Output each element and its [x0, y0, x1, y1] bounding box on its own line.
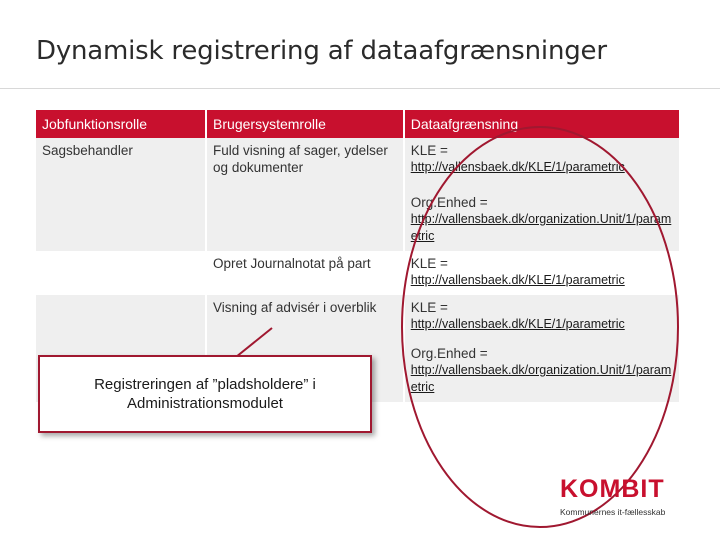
- table-row: [36, 251, 679, 295]
- cell-system-role: Fuld visning af sager, ydelser og dokumenter: [206, 138, 404, 251]
- cell-data-scope: [404, 138, 679, 251]
- table-header-row: [36, 110, 679, 138]
- scope-link[interactable]: http://vallensbaek.dk/organization.Unit/1/parametric: [410, 363, 672, 394]
- cell-job-role: [36, 251, 206, 295]
- title-divider: [0, 88, 720, 89]
- slide-title: Dynamisk registrering af dataafgrænsninger: [36, 36, 607, 66]
- logo-tagline: Kommunernes it-fællesskab: [560, 507, 666, 517]
- scope-label: KLE =: [410, 256, 448, 271]
- scope-link[interactable]: http://vallensbaek.dk/organization.Unit/1/parametric: [410, 212, 672, 243]
- kombit-logo: [560, 476, 690, 518]
- table-row: [36, 138, 679, 251]
- scope-link[interactable]: http://vallensbaek.dk/KLE/1/parametric: [410, 317, 625, 331]
- header-system-role: Brugersystemrolle: [206, 110, 404, 138]
- logo-wordmark: KOMBIT: [560, 475, 665, 503]
- cell-system-role: Opret Journalnotat på part: [206, 251, 404, 295]
- scope-label: KLE =: [410, 300, 448, 315]
- cell-job-role: Sagsbehandler: [36, 138, 206, 251]
- scope-link[interactable]: http://vallensbaek.dk/KLE/1/parametric: [410, 273, 625, 287]
- scope-label: Org.Enhed =: [410, 195, 488, 210]
- cell-data-scope: [404, 251, 679, 295]
- header-data-scope: Dataafgrænsning: [404, 110, 679, 138]
- scope-link[interactable]: http://vallensbaek.dk/KLE/1/parametric: [410, 160, 625, 174]
- scope-label: Org.Enhed =: [410, 346, 488, 361]
- scope-label: KLE =: [410, 143, 448, 158]
- callout-box: Registreringen af ”pladsholdere” i Administrationsmodulet: [38, 355, 372, 433]
- cell-data-scope: [404, 295, 679, 402]
- cell-system-role: Visning af advisér i overblik: [206, 295, 404, 402]
- header-job-role: Jobfunktionsrolle: [36, 110, 206, 138]
